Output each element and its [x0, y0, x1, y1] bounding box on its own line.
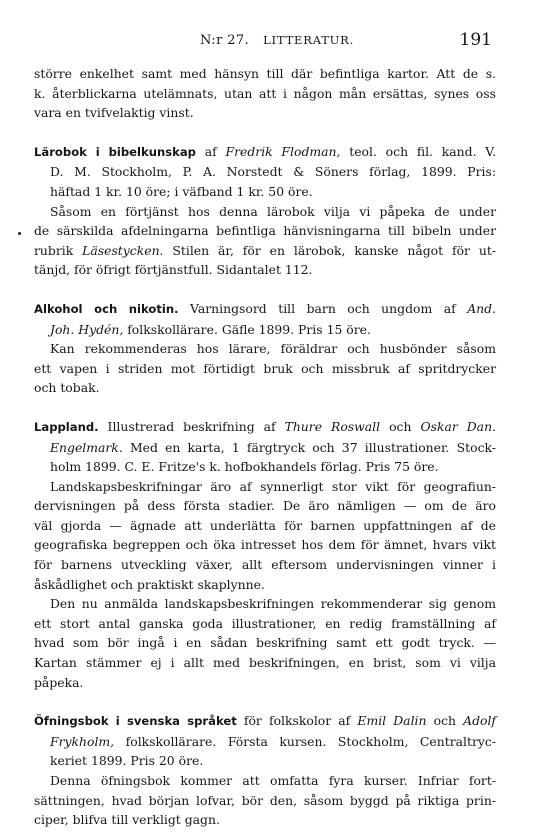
review-title: Lärobok i bibelkunskap	[34, 144, 196, 159]
text-line: Frykholm, folkskollärare. Första kursen. Stockholm, Centraltryc-	[50, 733, 496, 749]
author-name: Thure Roswall	[284, 418, 381, 434]
page-number: 191	[459, 30, 492, 50]
text-line: Landskapsbeskrifningar äro af synnerligt stor vikt för geografiun-	[50, 478, 496, 494]
review-title: Öfningsbok i svenska språket	[34, 714, 237, 729]
text-line: vara en tvifvelaktig vinst.	[34, 105, 194, 121]
author-name: Oskar Dan.	[420, 418, 496, 434]
review-title: Lappland.	[34, 419, 99, 434]
text-line: geografiska begreppen och öka intresset hos dem för ämnet, hvars vikt	[34, 537, 496, 553]
text-line: Kartan stämmer ej i allt med beskrifningen, en brist, som vi vilja	[34, 655, 496, 671]
text-line: hvad som bör ingå i en sådan beskrifning samt ett godt tryck. —	[34, 635, 496, 651]
text-line: ett stort antal ganska goda illustrationer, en redig framställning af	[34, 615, 496, 631]
review-title: Alkohol och nikotin.	[34, 301, 179, 316]
text-line: häftad 1 kr. 10 öre; i väfband 1 kr. 50 öre.	[50, 183, 313, 199]
review-heading-line: Lärobok i bibelkunskap af Fredrik Flodman, teol. och fil. kand. V.	[34, 143, 497, 159]
header-center	[200, 33, 354, 48]
text-line: keriet 1899. Pris 20 öre.	[50, 753, 204, 769]
text-line: Joh. Hydén, folkskollärare. Gäfle 1899. Pris 15 öre.	[50, 321, 371, 337]
text-line: Engelmark. Med en karta, 1 färgtryck och 37 illustrationer. Stock-	[50, 439, 496, 455]
text-line: holm 1899. C. E. Fritze's k. hofbokhandels förlag. Pris 75 öre.	[50, 459, 439, 475]
text-line: Kan rekommenderas hos lärare, föräldrar och husbönder såsom	[50, 341, 496, 357]
text-line: åskådlighet och praktiskt skaplynne.	[34, 576, 265, 592]
author-name: Emil Dalin	[357, 713, 427, 729]
text-line: Såsom en förtjänst hos denna lärobok vilja vi påpeka de under	[50, 203, 496, 219]
text-line: dervisningen på dess första stadier. De äro nämligen — om de äro	[34, 498, 496, 514]
text-line: för barnens utveckling växer, allt eftersom undervisningen vinner i	[34, 557, 496, 573]
text-line: rubrik Läsestycken. Stilen är, för en lärobok, kanske något för ut-	[34, 242, 496, 258]
text-line: tänjd, för öfrigt förtjänstfull. Sidantalet 112.	[34, 262, 313, 278]
margin-dot-mark	[18, 232, 21, 235]
text-line: ett vapen i striden mot förtidigt bruk och missbruk af spritdrycker	[34, 360, 496, 376]
text-line: sättningen, hvad början lofvar, bör den, såsom byggd på riktiga prin-	[34, 792, 496, 808]
text-line: D. M. Stockholm, P. A. Norstedt & Söners förlag, 1899. Pris:	[50, 164, 496, 180]
text-line: större enkelhet samt med hänsyn till där befintliga kartor. Att de s.	[34, 66, 496, 81]
page-body	[34, 64, 496, 830]
text-line: ciper, blifva till verkligt gagn.	[34, 812, 220, 828]
text-line: Denna öfningsbok kommer att omfatta fyra kurser. Infriar fort-	[50, 773, 496, 788]
review-heading-line: Lappland. Illustrerad beskrifning af Thure Roswall och Oskar Dan.	[34, 418, 496, 434]
author-name: Joh. Hydén,	[50, 321, 124, 337]
text-line: påpeka.	[34, 674, 84, 690]
text-line: väl gjorda — ägnade att underlätta för barnen uppfattningen af de	[34, 517, 496, 533]
review-heading-line: Alkohol och nikotin. Varningsord till barn och ungdom af And.	[34, 300, 496, 316]
issue-number: N:r 27.	[200, 33, 250, 48]
author-name: Fredrik Flodman,	[225, 143, 341, 159]
text-line: Den nu anmälda landskapsbeskrifningen rekommenderar sig genom	[50, 596, 496, 612]
text-line: k. återblickarna utelämnats, utan att i någon mån ersättas, synes oss	[34, 85, 496, 101]
text-line: de särskilda afdelningarna befintliga hänvisningarna till bibeln under	[34, 223, 496, 239]
author-name: Adolf	[463, 713, 497, 729]
section-title: LITTERATUR.	[263, 33, 355, 47]
author-name: And.	[467, 300, 496, 316]
review-heading-line: Öfningsbok i svenska språket för folkskolor af Emil Dalin och Adolf	[34, 713, 497, 729]
running-header	[0, 30, 560, 52]
text-line: och tobak.	[34, 380, 100, 396]
